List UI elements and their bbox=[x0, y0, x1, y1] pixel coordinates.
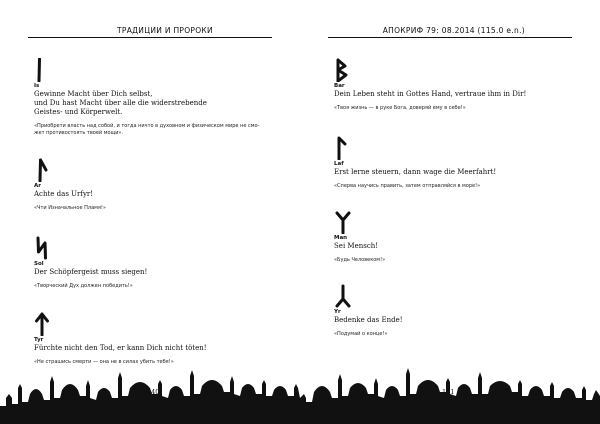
german-text: Fürchte nicht den Tod, er kann Dich nicht töten! bbox=[34, 344, 207, 352]
rune-entry-bar bbox=[334, 58, 574, 112]
running-header-right: АПОКРИФ 79: 08.2014 (115.0 e.n.) bbox=[382, 26, 525, 35]
page-number-right: 141 bbox=[442, 388, 455, 396]
rune-name: Ar bbox=[34, 183, 41, 189]
rune-name: Bar bbox=[334, 83, 345, 89]
german-text: Dein Leben steht in Gottes Hand, vertraue ihm in Dir! bbox=[334, 90, 527, 98]
yr-rune-icon bbox=[334, 284, 354, 308]
russian-translation: «Не страшись смерти — она не в силах убить тебя!» bbox=[34, 359, 174, 365]
ar-rune-icon bbox=[34, 158, 54, 182]
german-text: Sei Mensch! bbox=[334, 242, 379, 250]
rune-name: Tyr bbox=[34, 337, 44, 343]
header-rule bbox=[28, 37, 272, 38]
page-number-left: 140 bbox=[147, 388, 160, 396]
sol-rune-icon bbox=[34, 236, 54, 260]
rune-name: Sol bbox=[34, 261, 44, 267]
german-text: Achte das Urfyr! bbox=[34, 190, 94, 198]
rune-entry-yr bbox=[334, 284, 574, 338]
tyr-rune-icon bbox=[34, 312, 54, 336]
rune-name: Is bbox=[34, 83, 40, 89]
rune-entry-sol bbox=[34, 236, 274, 290]
rune-entry-ar bbox=[34, 158, 274, 212]
russian-translation: «Подумай о конце!» bbox=[334, 331, 388, 337]
rune-entry-is bbox=[34, 58, 274, 137]
man-rune-icon bbox=[334, 210, 354, 234]
laf-rune-icon bbox=[334, 136, 354, 160]
header-rule bbox=[328, 37, 572, 38]
russian-translation: «Сперва научись править, затем отправляйся в море!» bbox=[334, 183, 481, 189]
is-rune-icon bbox=[34, 58, 54, 82]
german-text: Der Schöpfergeist muss siegen! bbox=[34, 268, 148, 276]
german-text: Gewinne Macht über Dich selbst, und Du hast Macht über alle die widerstrebende Geistes- und Körperwelt. bbox=[34, 90, 207, 116]
russian-translation: «Творческий Дух должен победить!» bbox=[34, 283, 133, 289]
german-text: Erst lerne steuern, dann wage die Meerfahrt! bbox=[334, 168, 497, 176]
rune-name: Man bbox=[334, 235, 348, 241]
russian-translation: «Твоя жизнь — в руке Бога, доверяй ему в себе!» bbox=[334, 105, 466, 111]
running-header-left: ТРАДИЦИИ И ПРОРОКИ bbox=[117, 26, 213, 35]
rune-entry-man bbox=[334, 210, 574, 264]
german-text: Bedenke das Ende! bbox=[334, 316, 403, 324]
rune-entry-laf bbox=[334, 136, 574, 190]
russian-translation: «Чти Изначальное Пламя!» bbox=[34, 205, 106, 211]
rune-name: Yr bbox=[334, 309, 341, 315]
russian-translation: «Приобрети власть над собой, и тогда ничто в духовном и физическом мире не смо- жет противостоять твоей мощи». bbox=[34, 123, 260, 136]
rune-name: Laf bbox=[334, 161, 344, 167]
russian-translation: «Будь Человеком!» bbox=[334, 257, 386, 263]
right-page bbox=[300, 0, 600, 424]
bar-rune-icon bbox=[334, 58, 354, 82]
